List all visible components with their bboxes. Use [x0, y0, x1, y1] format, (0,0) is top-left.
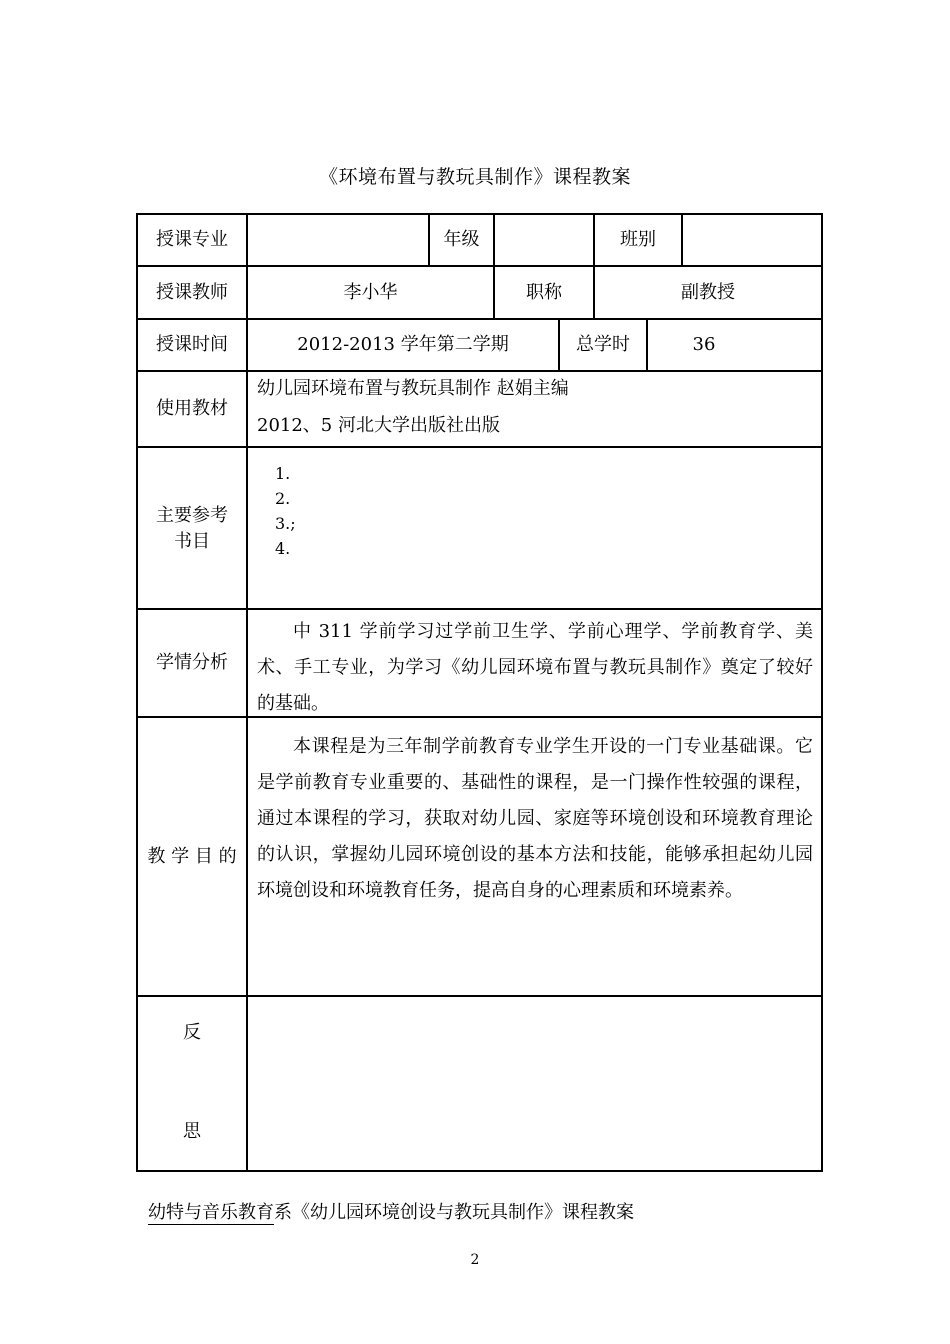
reference-item: 1. [275, 464, 291, 483]
references-label [138, 503, 246, 555]
class-label: 班别 [620, 229, 656, 250]
textbook-line-2: 2012、5 河北大学出版社出版 [257, 415, 500, 436]
table-border-bottom [136, 1170, 823, 1172]
references-label-line-1: 主要参考 [156, 505, 228, 526]
time-value: 2012-2013 学年第二学期 [297, 334, 509, 355]
page-title: 《环境布置与教玩具制作》课程教案 [318, 166, 631, 188]
total-hours-label: 总学时 [576, 334, 630, 355]
row-divider [136, 995, 823, 997]
total-hours-value: 36 [692, 334, 716, 355]
analysis-label: 学情分析 [156, 652, 228, 673]
department-name: 幼特与音乐教育 [148, 1202, 274, 1223]
row-divider [136, 446, 823, 448]
grade-label: 年级 [443, 229, 480, 250]
teacher-value: 李小华 [343, 281, 398, 303]
references-list [275, 461, 296, 561]
goal-text: 本课程是为三年制学前教育专业学生开设的一门专业基础课。它是学前教育专业重要的、基础性的课程，是一门操作性较强的课程，通过本课程的学习，获取对幼儿园、家庭等环境创设和环境教育理论的认识，掌握幼儿园环境创设的基本方法和技能，能够承担起幼儿园环境创设和环境教育任务，提高自身的心理素质和环境素养。 [257, 736, 813, 901]
footer-course-line [148, 1198, 634, 1224]
reference-item: 4. [275, 539, 291, 558]
goal-label: 教 学 目 的 [147, 845, 237, 867]
major-value [248, 215, 428, 265]
analysis-text: 中 311 学前学习过学前卫生学、学前心理学、学前教育学、美术、手工专业，为学习《幼儿园环境布置与教玩具制作》奠定了较好的基础。 [257, 621, 813, 714]
class-value [683, 215, 821, 265]
references-label-line-2: 书目 [174, 531, 210, 552]
major-label: 授课专业 [156, 229, 228, 250]
reference-item: 2. [275, 489, 291, 508]
teacher-label: 授课教师 [156, 281, 228, 303]
job-title-label: 职称 [526, 281, 562, 303]
reference-item: 3.; [275, 514, 296, 533]
job-title-value: 副教授 [681, 281, 735, 303]
footer-suffix: 系《幼儿园环境创设与教玩具制作》课程教案 [274, 1202, 634, 1223]
table-border-right [821, 213, 823, 1172]
reflection-label-char-2: 思 [183, 1121, 201, 1142]
page-number: 2 [470, 1252, 480, 1268]
textbook-label: 使用教材 [156, 398, 228, 419]
time-label: 授课时间 [156, 334, 228, 355]
textbook-line-1: 幼儿园环境布置与教玩具制作 赵娟主编 [257, 378, 569, 399]
reflection-label-char-1: 反 [183, 1022, 201, 1043]
grade-value [495, 215, 593, 265]
